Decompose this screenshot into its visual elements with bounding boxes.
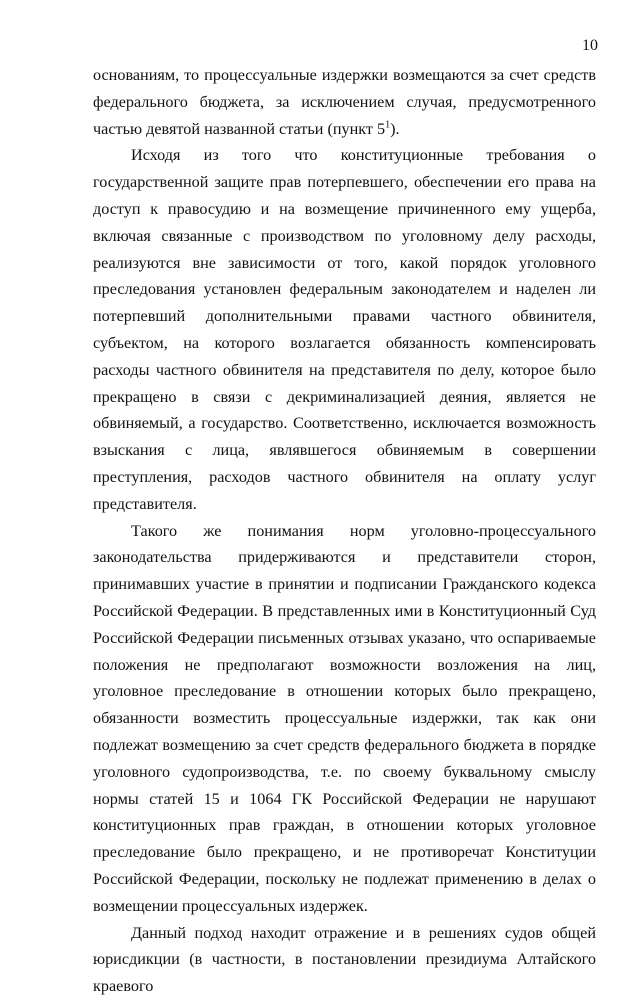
- paragraph-continued: [93, 62, 596, 142]
- paragraph: Исходя из того что конституционные требования о государственной защите прав потерпевшего, обеспечении его права на доступ к правосудию и на возмещение причиненного ему ущерба, включая связанные с производством по уголовному делу расходы, реализуются вне зависимости от того, какой порядок уголовного преследования установлен федеральным законодателем и наделен ли потерпевший дополнительными правами частного обвинителя, субъектом, на которого возлагается обязанность компенсировать расходы частного обвинителя на представителя по делу, которое было прекращено в связи с декриминализацией деяния, является не обвиняемый, а государство. Соответственно, исключается возможность взыскания с лица, являвшегося обвиняемым в совершении преступления, расходов частного обвинителя на оплату услуг представителя.: [93, 146, 596, 513]
- paragraph: Такого же понимания норм уголовно-процессуального законодательства придерживаются и представители сторон, принимавших участие в принятии и подписании Гражданского кодекса Российской Федерации. В представленных ими в Конституционный Суд Российской Федерации письменных отзывах указано, что оспариваемые положения не предполагают возможности возложения на лиц, уголовное преследование в отношении которых было прекращено, обязанности возместить процессуальные издержки, так как они подлежат возмещению за счет средств федерального бюджета в порядке уголовного судопроизводства, т.е. по своему буквальному смыслу нормы статей 15 и 1064 ГК Российской Федерации не нарушают конституционных прав граждан, в отношении которых уголовное преследование было прекращено, и не противоречат Конституции Российской Федерации, поскольку не подлежат применению в делах о возмещении процессуальных издержек.: [93, 521, 596, 915]
- page-number: 10: [582, 37, 598, 54]
- document-body: [93, 62, 596, 1000]
- paragraph-tail: ).: [390, 119, 400, 138]
- superscript: 1: [385, 119, 391, 131]
- paragraph-text: основаниям, то процессуальные издержки возмещаются за счет средств федерального бюджета, за исключением случая, предусмотренного частью девятой названной статьи (пункт 5: [93, 66, 596, 138]
- paragraph: Данный подход находит отражение и в решениях судов общей юрисдикции (в частности, в постановлении президиума Алтайского краевого: [93, 923, 596, 996]
